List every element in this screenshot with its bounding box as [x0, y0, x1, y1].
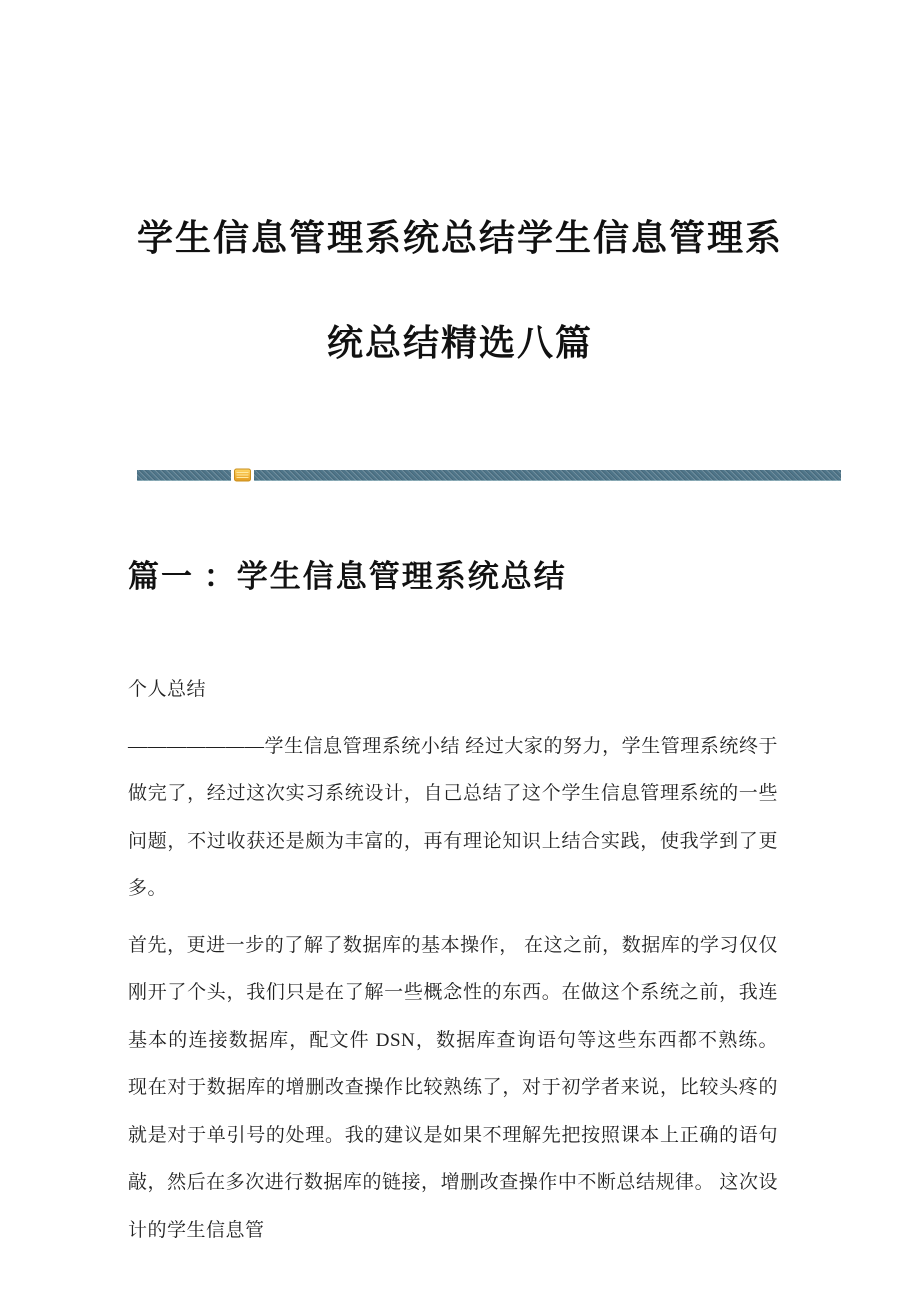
paragraph-database-learning: 首先，更进一步的了解了数据库的基本操作， 在这之前，数据库的学习仅仅刚开了个头，我们只是在了解一些概念性的东西。在做这个系统之前，我连基本的连接数据库，配文件 DSN，数据库查询语句等这些东西都不熟练。 现在对于数据库的增删改查操作比较熟练了，对于初学者来说，比较头疼的就是对于单引号的处理。我的建议是如果不理解先把按照课本上正确的语句敲，然后在多次进行数据库的链接，增删改查操作中不断总结规律。 这次设计的学生信息管	[128, 934, 778, 1241]
section-heading: 篇一 ：学生信息管理系统总结	[128, 559, 567, 594]
paragraph-system-summary-intro: ———————学生信息管理系统小结 经过大家的努力，学生管理系统终于做完了，经过这次实习系统设计，自己总结了这个学生信息管理系统的一些问题，不过收获还是颇为丰富的，再有理论知识上结合实践，使我学到了更多。	[128, 735, 778, 899]
divider-bar-right	[254, 470, 841, 481]
document-body	[128, 666, 778, 1254]
divider-bar-left	[137, 470, 231, 481]
document-title-line2: 统总结精选八篇	[326, 323, 593, 363]
paragraph-personal-summary: 个人总结	[128, 679, 207, 700]
section-divider	[137, 466, 841, 484]
document-title	[0, 186, 920, 396]
envelope-icon	[232, 466, 253, 484]
document-title-line1: 学生信息管理系统总结学生信息管理系	[136, 218, 783, 258]
